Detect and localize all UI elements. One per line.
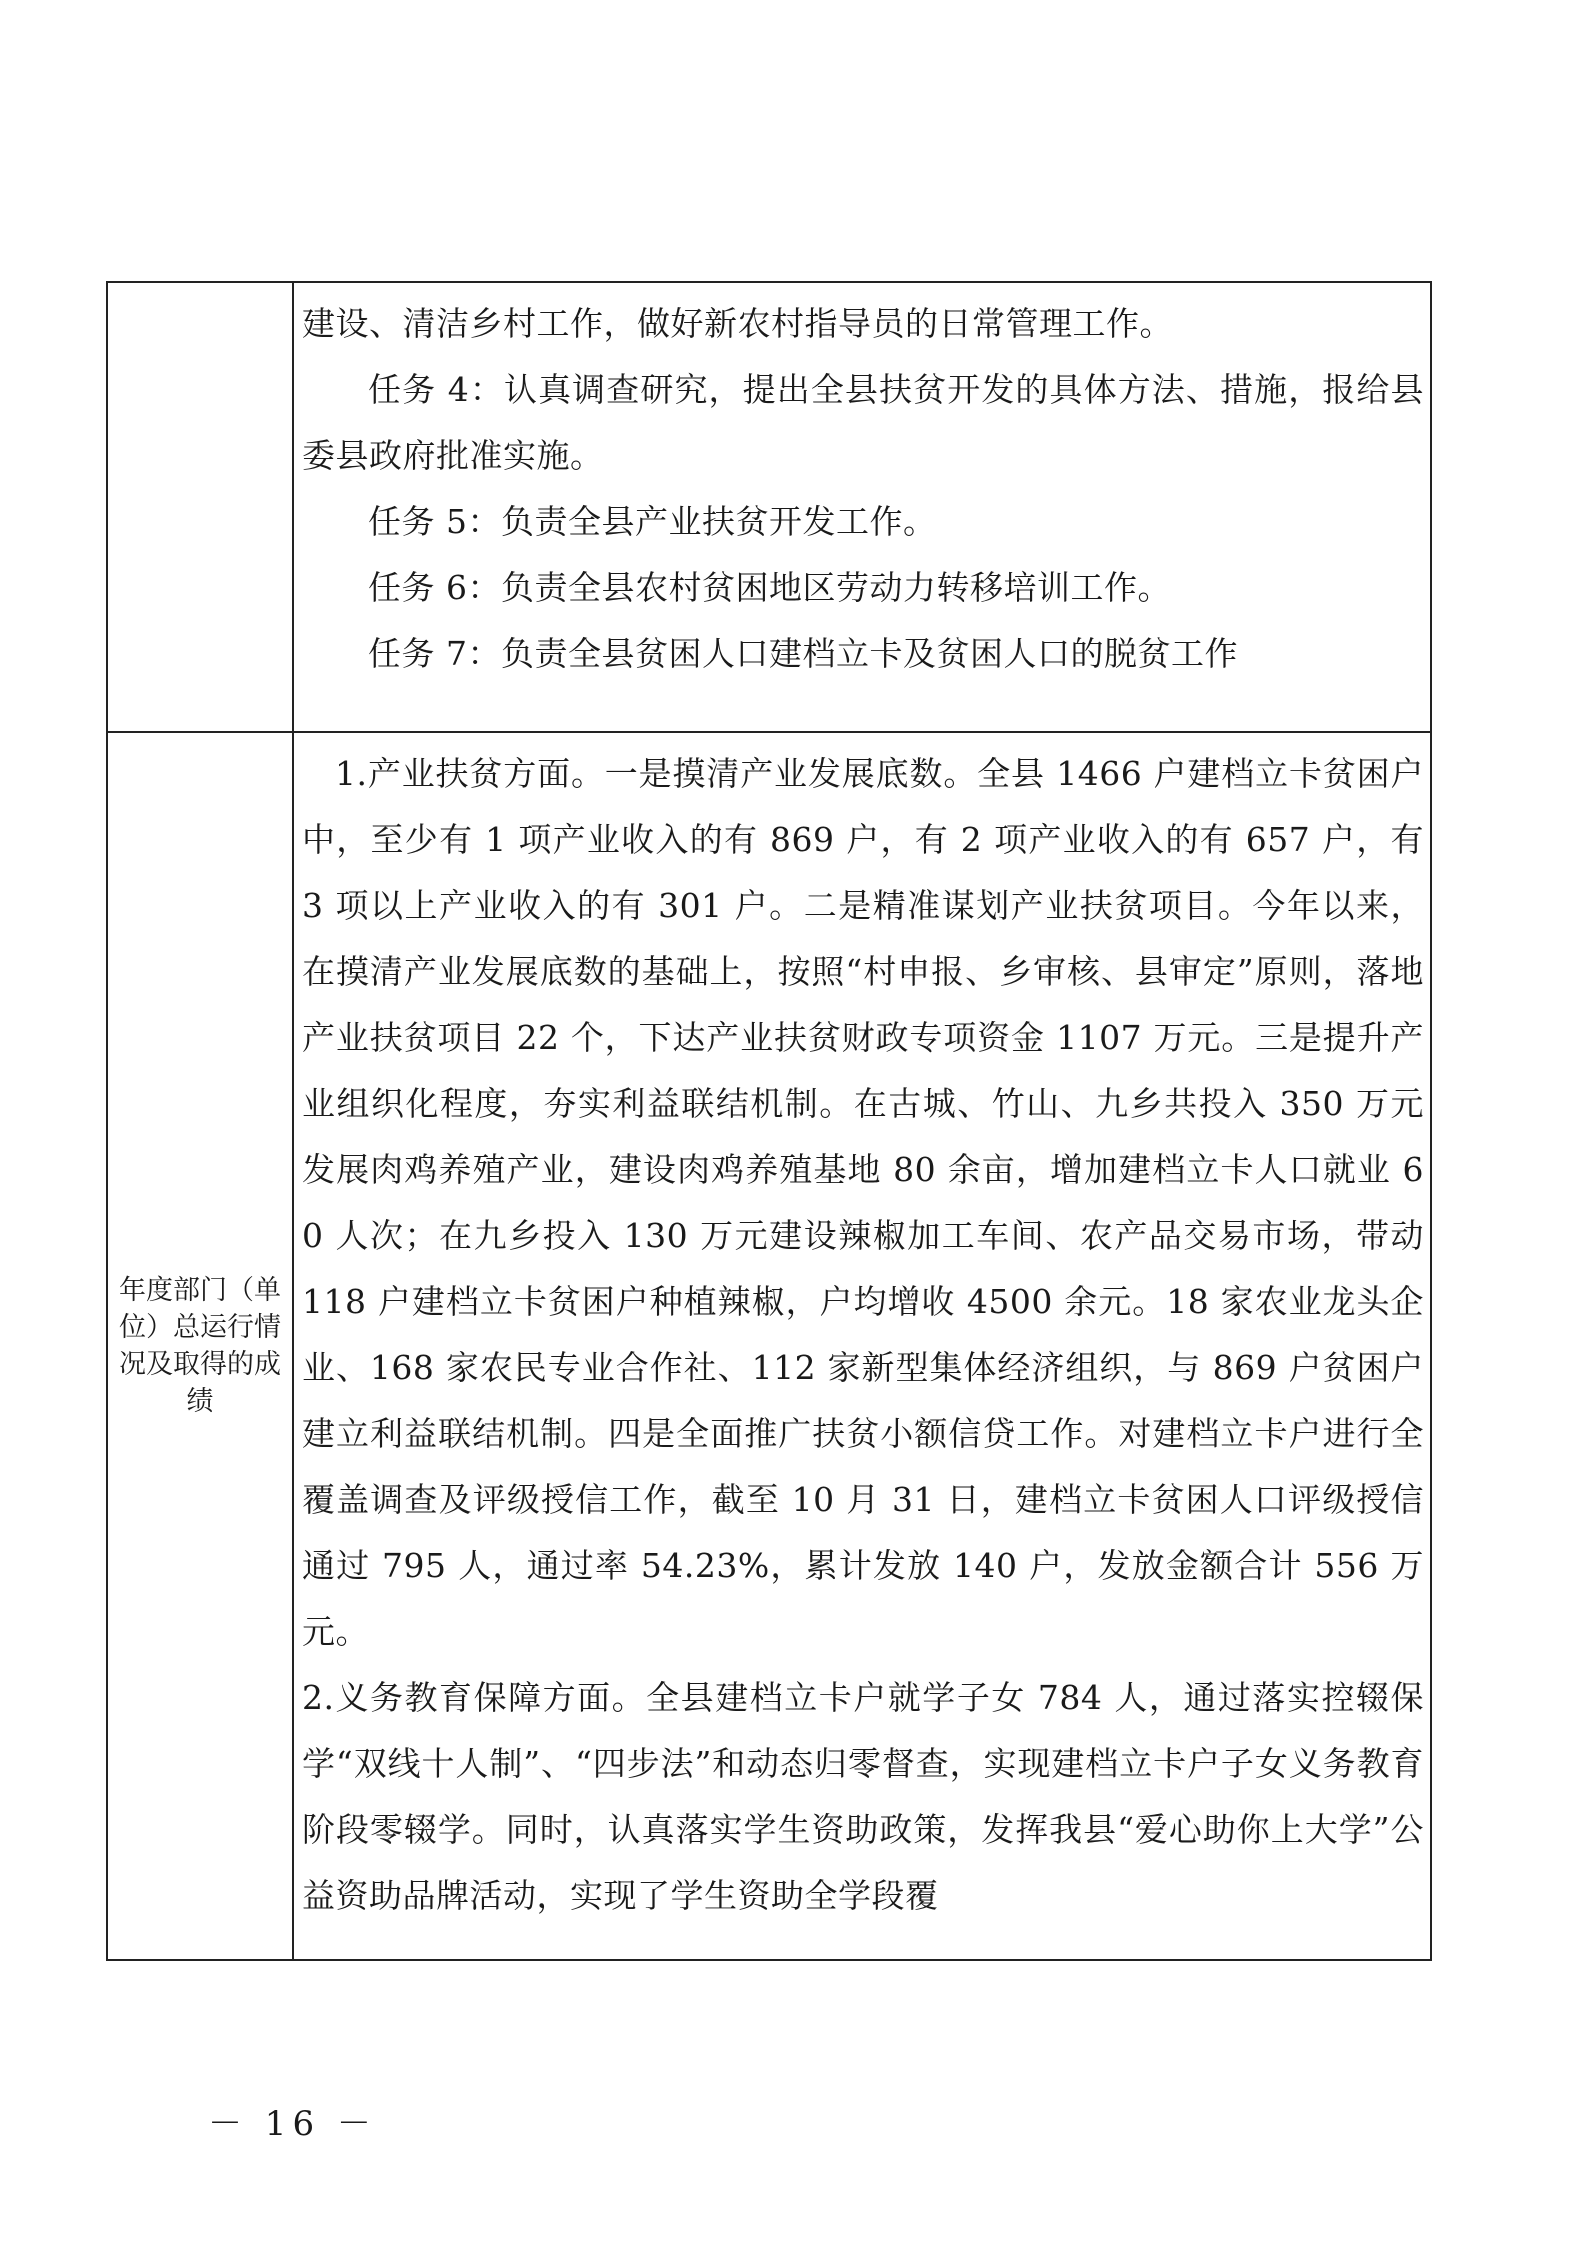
- content-table: [106, 281, 1432, 1961]
- row-label-empty: [107, 282, 293, 732]
- paragraph: 2.义务教育保障方面。全县建档立卡户就学子女 784 人，通过落实控辍保学“双线十人制”、“四步法”和动态归零督查，实现建档立卡户子女义务教育阶段零辍学。同时，认真落实学生资助政策，发挥我县“爱心助你上大学”公益资助品牌活动，实现了学生资助全学段覆: [302, 1678, 1424, 1915]
- paragraph: 1.产业扶贫方面。一是摸清产业发展底数。全县 1466 户建档立卡贫困户中，至少有 1 项产业收入的有 869 户，有 2 项产业收入的有 657 户，有 3 项以上产业收入的有 301 户。二是精准谋划产业扶贫项目。今年以来，在摸清产业发展底数的基础上，按照“村申报、乡审核、县审定”原则，落地产业扶贫项目 22 个，下达产业扶贫财政专项资金 1107 万元。三是提升产业组织化程度，夯实利益联结机制。在古城、竹山、九乡共投入 350 万元发展肉鸡养殖产业，建设肉鸡养殖基地 80 余亩，增加建档立卡人口就业 60 人次；在九乡投入 130 万元建设辣椒加工车间、农产品交易市场，带动 118 户建档立卡贫困户种植辣椒，户均增收 4500 余元。18 家农业龙头企业、168 家农民专业合作社、112 家新型集体经济组织，与 869 户贫困户建立利益联结机制。四是全面推广扶贫小额信贷工作。对建档立卡户进行全覆盖调查及评级授信工作，截至 10 月 31 日，建档立卡贫困人口评级授信通过 795 人，通过率 54.23%，累计发放 140 户，发放金额合计 556 万元。: [302, 754, 1424, 1651]
- page-number: － 16 －: [208, 2104, 377, 2144]
- paragraph: 任务 5：负责全县产业扶贫开发工作。: [368, 502, 937, 541]
- paragraph: 任务 4：认真调查研究，提出全县扶贫开发的具体方法、措施，报给县委县政府批准实施。: [302, 370, 1424, 475]
- table-row: [107, 282, 1431, 732]
- table-row: [107, 732, 1431, 1960]
- paragraph: 任务 6：负责全县农村贫困地区劳动力转移培训工作。: [368, 568, 1171, 607]
- row-label-annual-performance: 年度部门（单位）总运行情况及取得的成绩: [107, 732, 293, 1960]
- paragraph: 任务 7：负责全县贫困人口建档立卡及贫困人口的脱贫工作: [368, 634, 1238, 673]
- row-content-achievements: [293, 732, 1431, 1960]
- row-content-tasks: [293, 282, 1431, 732]
- paragraph: 建设、清洁乡村工作，做好新农村指导员的日常管理工作。: [302, 304, 1173, 343]
